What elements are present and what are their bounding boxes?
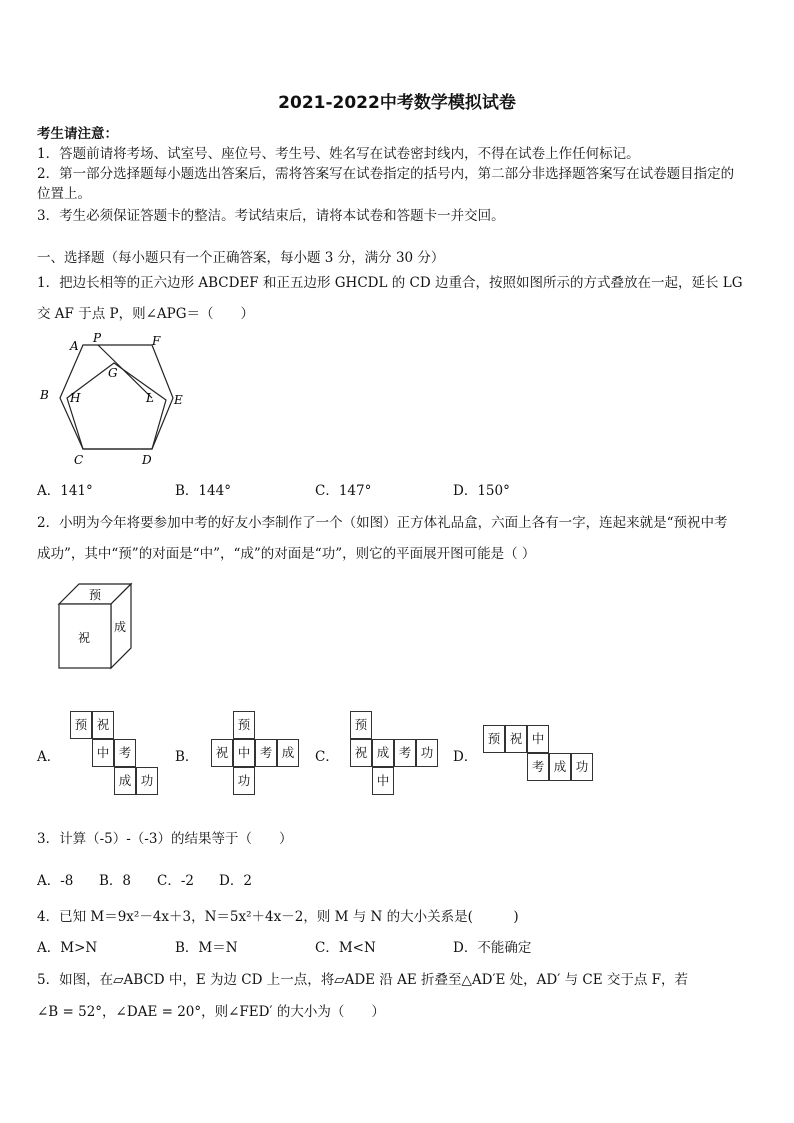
- net-c-cell: 成: [372, 739, 394, 767]
- q1-option-a[interactable]: A．141°: [37, 483, 93, 499]
- q1-option-b[interactable]: B．144°: [175, 483, 231, 499]
- net-b-cell: 中: [233, 739, 255, 767]
- q3-option-a[interactable]: A．-8: [37, 873, 74, 889]
- q2-text-line1: 2．小明为今年将要参加中考的好友小李制作了一个（如图）正方体礼品盒，六面上各有一字，连起来就是“预祝中考: [37, 515, 728, 531]
- q3-option-b[interactable]: B．8: [99, 873, 132, 889]
- net-c-cell: 功: [416, 739, 438, 767]
- q4-option-c[interactable]: C．M<N: [315, 940, 376, 956]
- notice-item-2: 2．第一部分选择题每小题选出答案后，需将答案写在试卷指定的括号内，第二部分非选择题答案写在试卷题目指定的: [37, 166, 735, 182]
- net-b-cell: 考: [255, 739, 277, 767]
- q5-text-line2: ∠B = 52°，∠DAE = 20°，则∠FED′ 的大小为（ ）: [37, 1004, 385, 1020]
- q1-label-p: P: [93, 331, 102, 345]
- net-a-cell: 祝: [92, 711, 114, 739]
- q1-label-d: D: [142, 453, 152, 467]
- net-b-cell: 成: [277, 739, 299, 767]
- q2-option-c-label[interactable]: C．: [315, 749, 339, 765]
- q3-text: 3．计算（-5）-（-3）的结果等于（ ）: [37, 831, 293, 847]
- net-c-cell: 祝: [350, 739, 372, 767]
- net-a-cell: 考: [114, 739, 136, 767]
- net-a-cell: 成: [114, 767, 136, 795]
- net-d-cell: 功: [571, 753, 593, 781]
- q2-text-line2: 成功”，其中“预”的对面是“中”，“成”的对面是“功”，则它的平面展开图可能是（ ）: [37, 546, 536, 562]
- net-d-cell: 中: [527, 725, 549, 753]
- q1-option-d[interactable]: D．150°: [453, 483, 510, 499]
- q2-option-d-label[interactable]: D．: [453, 749, 478, 765]
- q1-label-h: H: [70, 391, 81, 405]
- q2-option-b-label[interactable]: B．: [175, 749, 199, 765]
- net-a-cell: 预: [70, 711, 92, 739]
- q1-text-line2: 交 AF 于点 P，则∠APG＝（ ）: [37, 306, 255, 322]
- q1-label-b: B: [40, 388, 49, 402]
- section-heading: 一、选择题（每小题只有一个正确答案，每小题 3 分，满分 30 分）: [37, 250, 445, 266]
- q4-option-d[interactable]: D．不能确定: [453, 940, 532, 956]
- notice-heading: 考生请注意：: [37, 126, 118, 142]
- notice-item-3: 3．考生必须保证答题卡的整洁。考试结束后，请将本试卷和答题卡一并交回。: [37, 208, 505, 224]
- q1-label-g: G: [108, 366, 118, 380]
- net-a-cell: 中: [92, 739, 114, 767]
- q1-label-c: C: [74, 453, 84, 467]
- q1-figure-hexagon-pentagon: [36, 328, 196, 468]
- notice-item-1: 1．答题前请将考场、试室号、座位号、考生号、姓名写在试卷密封线内，不得在试卷上作任何标记。: [37, 146, 640, 162]
- net-b-cell: 预: [233, 711, 255, 739]
- q3-option-d[interactable]: D．2: [219, 873, 252, 889]
- net-c-cell: 预: [350, 711, 372, 739]
- page-title: 2021-2022中考数学模拟试卷: [278, 93, 516, 113]
- q2-cube-top: 预: [89, 588, 102, 602]
- net-d-cell: 成: [549, 753, 571, 781]
- net-d-cell: 预: [483, 725, 505, 753]
- q1-option-c[interactable]: C．147°: [315, 483, 372, 499]
- q1-label-l: L: [146, 391, 154, 405]
- net-b-cell: 功: [233, 767, 255, 795]
- net-c-cell: 考: [394, 739, 416, 767]
- net-d-cell: 祝: [505, 725, 527, 753]
- q1-label-f: F: [152, 334, 161, 348]
- q5-text-line1: 5．如图，在▱ABCD 中，E 为边 CD 上一点，将▱ADE 沿 AE 折叠至△AD′E 处，AD′ 与 CE 交于点 F，若: [37, 972, 689, 988]
- notice-item-2-cont: 位置上。: [37, 186, 91, 202]
- q2-cube-front: 祝: [78, 631, 91, 645]
- net-c-cell: 中: [372, 767, 394, 795]
- q4-option-b[interactable]: B．M＝N: [175, 940, 238, 956]
- q4-text: 4．已知 M＝9x²－4x＋3，N＝5x²＋4x－2，则 M 与 N 的大小关系是( ): [37, 909, 519, 925]
- q4-option-a[interactable]: A．M>N: [37, 940, 98, 956]
- q2-cube-figure: [55, 580, 135, 672]
- q2-cube-side: 成: [114, 620, 127, 634]
- net-a-cell: 功: [136, 767, 158, 795]
- net-b-cell: 祝: [211, 739, 233, 767]
- net-d-cell: 考: [527, 753, 549, 781]
- q1-text-line1: 1．把边长相等的正六边形 ABCDEF 和正五边形 GHCDL 的 CD 边重合，按照如图所示的方式叠放在一起，延长 LG: [37, 275, 743, 291]
- q1-label-e: E: [174, 393, 183, 407]
- q2-option-a-label[interactable]: A．: [37, 749, 61, 765]
- q3-option-c[interactable]: C．-2: [157, 873, 194, 889]
- q1-label-a: A: [70, 339, 79, 353]
